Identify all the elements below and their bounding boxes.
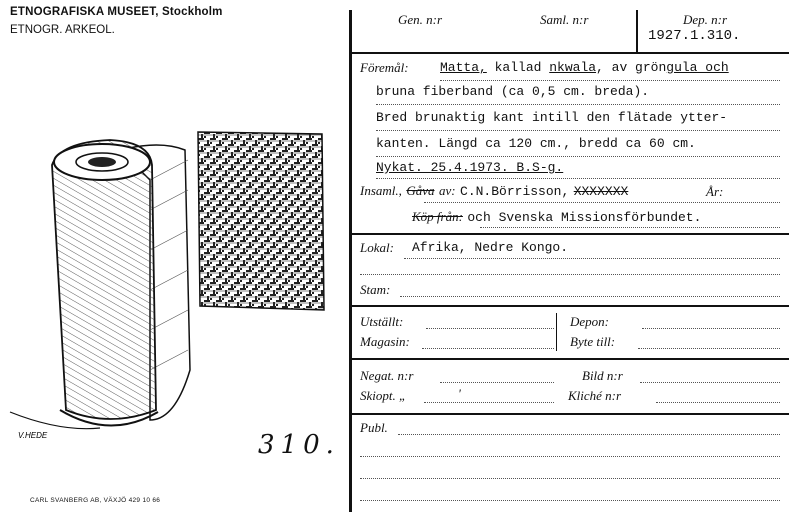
- lokal-value: Afrika, Nedre Kongo.: [412, 240, 569, 255]
- museum-header: [10, 6, 223, 18]
- rule-line: [360, 478, 780, 479]
- insaml-struck-value: XXXXXXX: [573, 184, 629, 199]
- rule-line: [642, 328, 780, 329]
- bild-label: Bild n:r: [582, 368, 623, 383]
- skiopt-label: Skiopt. „: [360, 388, 407, 403]
- insaml-label: Insaml.,: [360, 183, 402, 198]
- mat-illustration: [0, 120, 340, 450]
- publ-label: Publ.: [360, 420, 388, 435]
- weave-detail: [198, 132, 324, 310]
- rule-line: [404, 258, 780, 259]
- handwritten-number: 310.: [258, 430, 340, 460]
- museum-name: ETNOGRAFISKA MUSEET,: [10, 6, 159, 18]
- rule-line: [376, 178, 780, 179]
- rule-line: [638, 348, 780, 349]
- rule-line: [360, 456, 780, 457]
- insaml-value: C.N.Börrisson,: [460, 184, 570, 199]
- dep-nr-label: Dep. n:r: [683, 12, 728, 27]
- depon-label: Depon:: [570, 314, 609, 329]
- foremal-native-name: nkwala: [549, 60, 597, 75]
- foremal-line-2: bruna fiberband (ca 0,5 cm. breda).: [376, 84, 650, 99]
- nykat-line: Nykat. 25.4.1973. B.S-g.: [376, 160, 564, 175]
- rule-line: [376, 130, 780, 131]
- gen-nr-label: Gen. n:r: [398, 12, 443, 27]
- divider-lokal: [349, 305, 789, 307]
- foremal-line-1: [440, 60, 729, 75]
- printer-imprint: CARL SVANBERG AB, VÄXJÖ 429 10 66: [30, 497, 161, 504]
- ar-label: År:: [706, 184, 724, 199]
- utstallt-label: Utställt:: [360, 314, 404, 329]
- negat-label: Negat. n:r: [360, 368, 414, 383]
- rule-line: [400, 296, 780, 297]
- foremal-text: kallad: [486, 60, 550, 75]
- rule-line: [440, 80, 780, 81]
- divider-utstallt: [349, 358, 789, 360]
- rule-line: [424, 202, 780, 203]
- storage-divider: [556, 313, 557, 351]
- magasin-label: Magasin:: [360, 334, 410, 349]
- kop-row: [412, 208, 701, 226]
- rule-line: [360, 500, 780, 501]
- foremal-line-4: kanten. Längd ca 120 cm., bredd ca 60 cm.: [376, 136, 696, 151]
- saml-nr-label: Saml. n:r: [540, 12, 589, 27]
- foremal-label: Föremål:: [360, 60, 409, 75]
- byte-label: Byte till:: [570, 334, 616, 349]
- foremal-text: , av grön: [596, 60, 667, 75]
- museum-city: Stockholm: [162, 6, 223, 18]
- gava-struck: Gåva: [406, 183, 435, 198]
- lokal-label: Lokal:: [360, 240, 394, 255]
- card-left-border: [349, 10, 352, 512]
- insaml-value-2: och Svenska Missionsförbundet.: [467, 210, 702, 225]
- kliche-label: Kliché n:r: [568, 388, 622, 403]
- rule-line: [422, 348, 554, 349]
- divider-negat: [349, 413, 789, 415]
- rule-line: [440, 382, 554, 383]
- illustration-signature: V.HEDE: [18, 431, 48, 440]
- rule-line: [426, 328, 554, 329]
- rule-line: [376, 104, 780, 105]
- mat-roll: [52, 140, 156, 419]
- rule-line: [360, 274, 780, 275]
- rule-line: [376, 156, 780, 157]
- kop-label: Köp från:: [412, 209, 463, 224]
- skiopt-mark: ': [458, 386, 461, 401]
- dep-nr-value: 1927.1.310.: [648, 28, 741, 44]
- foremal-line-3: Bred brunaktig kant intill den flätade ytter-: [376, 110, 728, 125]
- insaml-row: [360, 182, 628, 200]
- foremal-text: gula och: [666, 60, 729, 75]
- divider-foremal: [349, 233, 789, 235]
- rule-line: [640, 382, 780, 383]
- rule-line: [480, 227, 780, 228]
- divider-top: [349, 52, 789, 54]
- dep-divider: [636, 10, 638, 52]
- department-label: ETNOGR. ARKEOL.: [10, 24, 115, 36]
- rule-line: [656, 402, 780, 403]
- rule-line: [424, 402, 554, 403]
- rule-line: [398, 434, 780, 435]
- stam-label: Stam:: [360, 282, 391, 297]
- foremal-object: Matta,: [440, 60, 487, 75]
- av-label: av:: [438, 183, 456, 198]
